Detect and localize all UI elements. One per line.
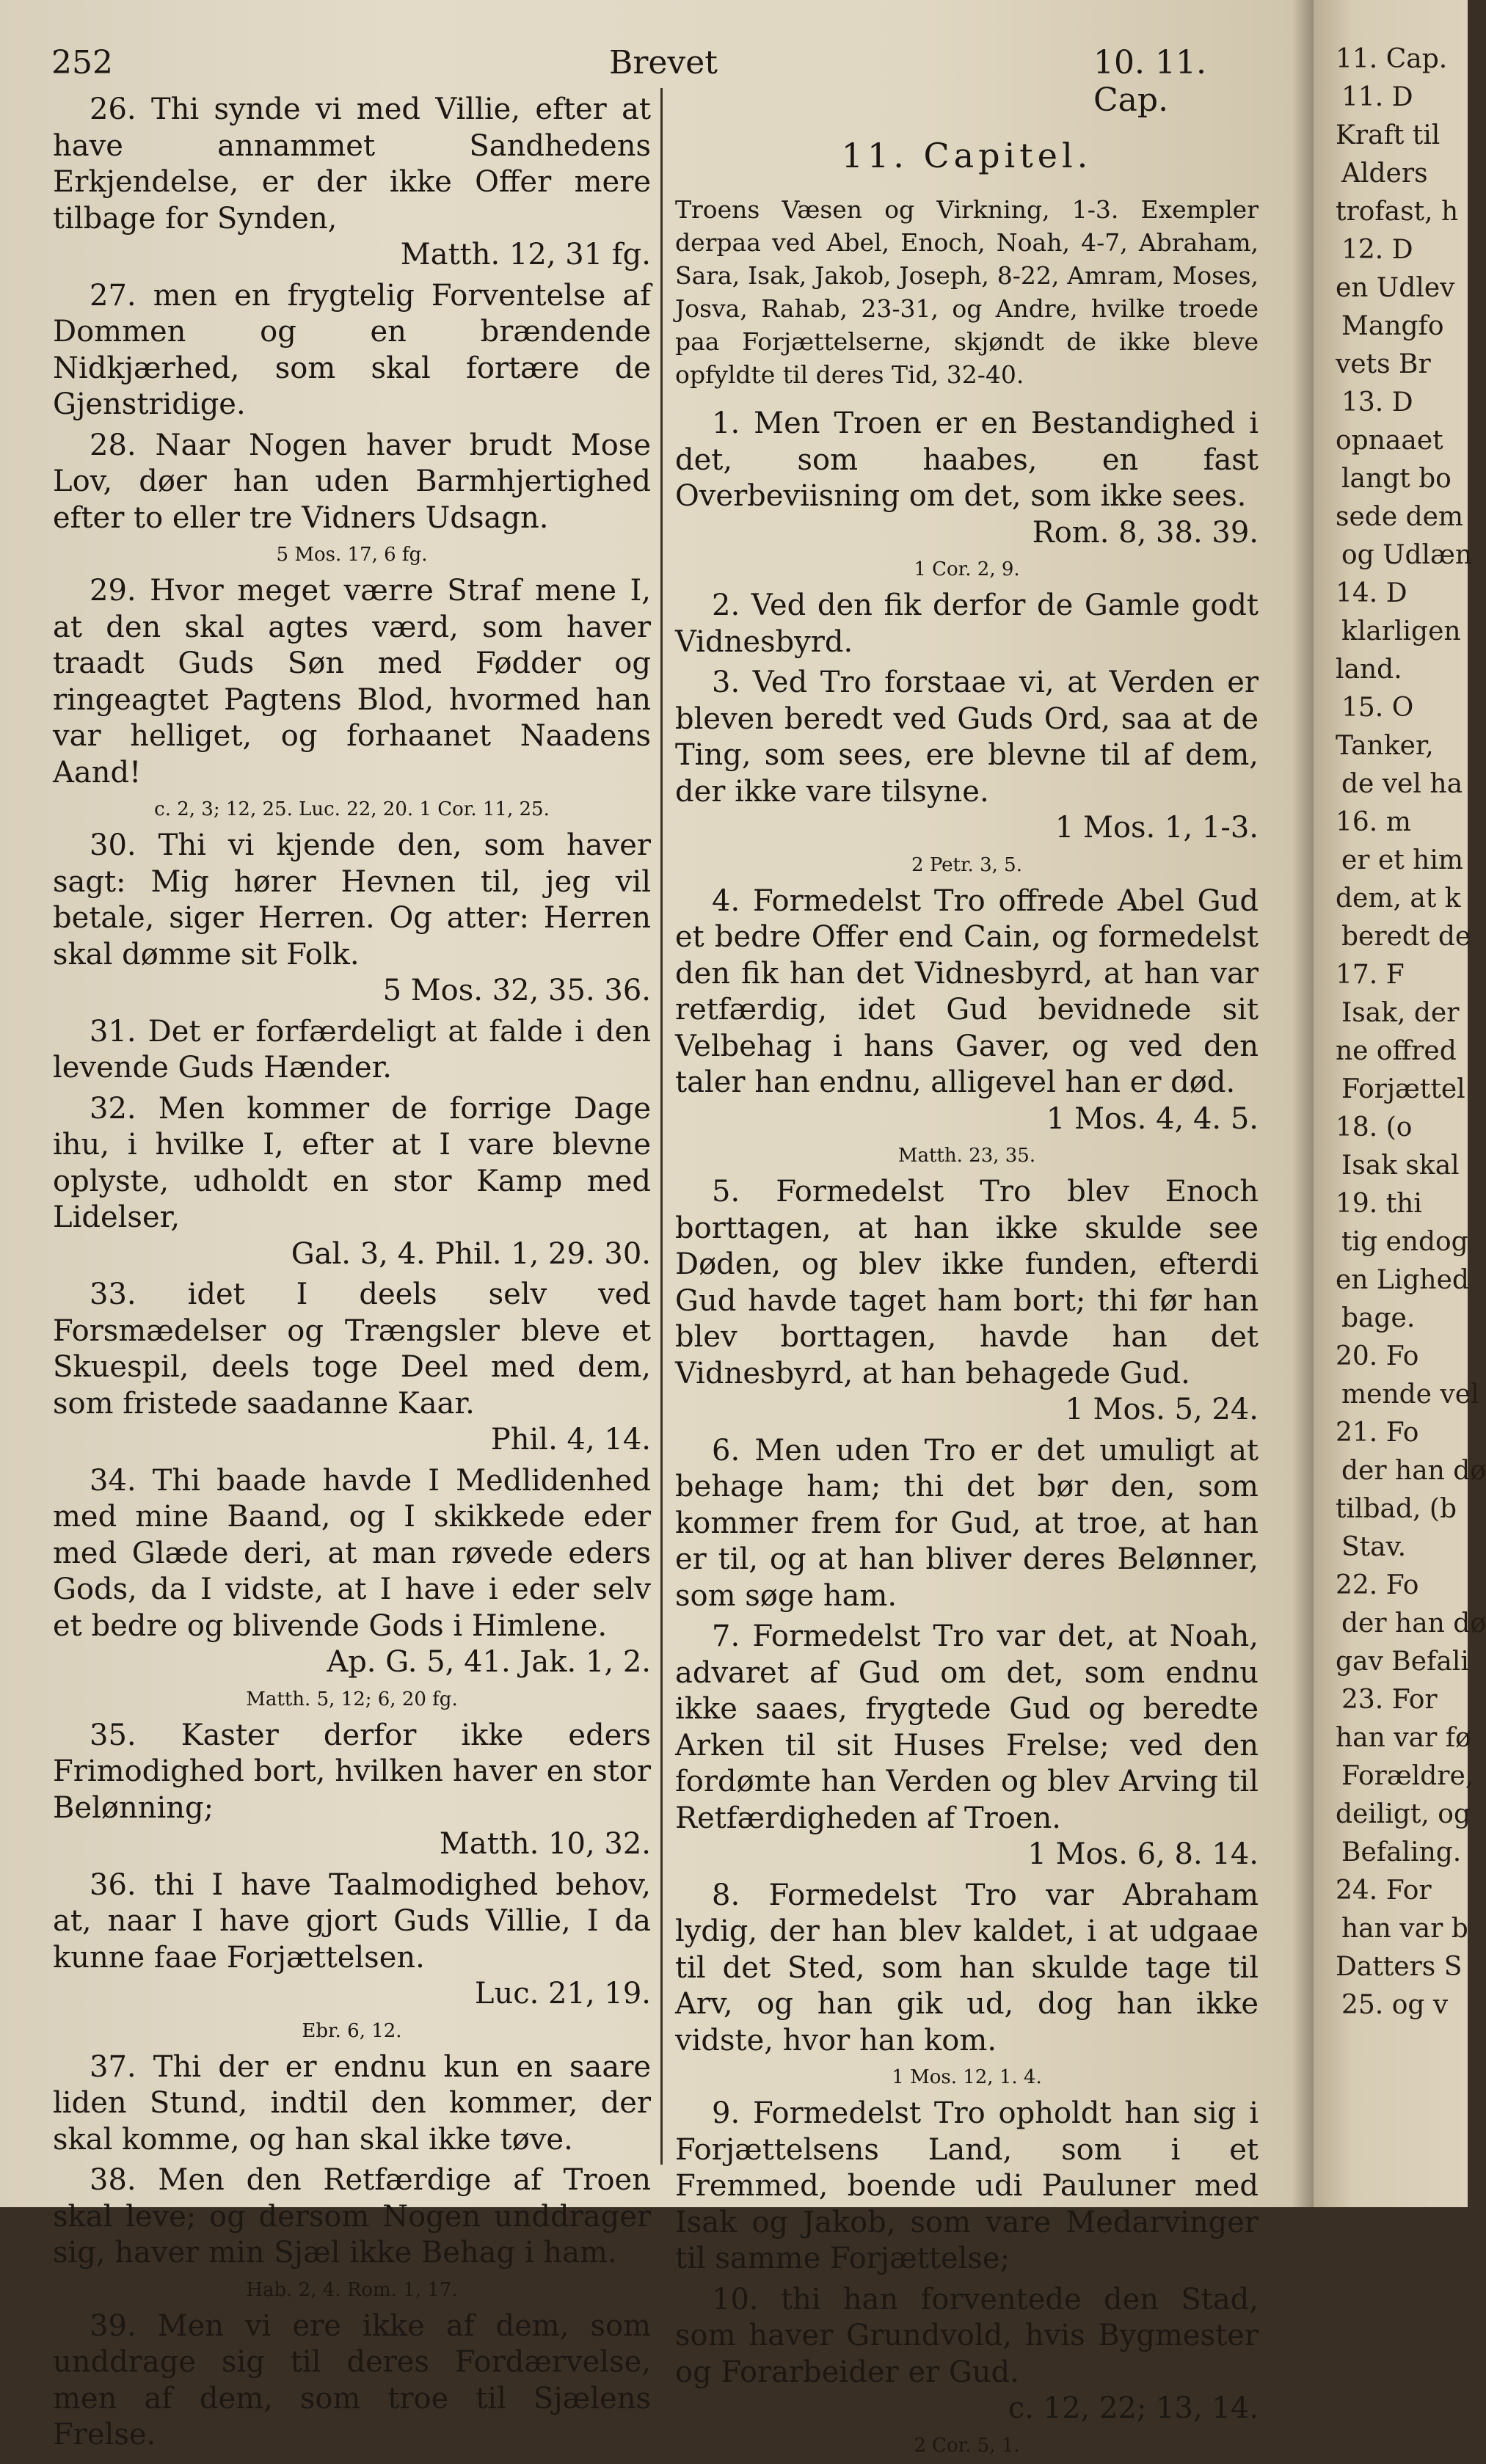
- verse-number: 9.: [712, 2096, 740, 2130]
- next-page-fragment: 18. (o: [1336, 1112, 1413, 1142]
- verse: [675, 588, 1259, 660]
- next-page-fragment: han var b: [1341, 1914, 1468, 1944]
- next-page-fragment: 12. D: [1341, 235, 1413, 265]
- cross-reference: Phil. 4, 14.: [490, 1423, 651, 1457]
- verse-number: 28.: [90, 428, 136, 462]
- verse: [53, 2049, 651, 2159]
- cross-reference: 1 Mos. 5, 24.: [1065, 1393, 1259, 1426]
- cross-reference: 5 Mos. 32, 35. 36.: [382, 974, 651, 1007]
- verse-text: Formedelst Tro var Abraham lydig, der han blev kaldet, i at udgaae til det Sted, som han skulde tage til Arv, og han gik ud, dog han ikke vidste, hvor han kom.: [675, 1878, 1259, 2057]
- next-page-fragment: opnaaet: [1336, 426, 1443, 456]
- next-page-fragment: 20. Fo: [1336, 1341, 1419, 1371]
- next-page-fragment: en Udlev: [1336, 273, 1455, 303]
- verse: [675, 1619, 1259, 1873]
- verse-text: Formedelst Tro offrede Abel Gud et bedre Offer end Cain, og formedelst den fik han det Vidnesbyrd, at han var retfærdig, idet Gud bevidnede sit Velbehag i hans Gaver, og ved den taler han endnu, alligevel han er død.: [675, 883, 1259, 1099]
- next-page-fragment: vets Br: [1336, 349, 1431, 379]
- verse: [675, 406, 1259, 551]
- verse-number: 3.: [712, 666, 740, 699]
- next-page-fragment: der han dø: [1341, 1608, 1486, 1639]
- footnote-reference: Hab. 2, 4. Rom. 1, 17.: [246, 2278, 458, 2301]
- verse: [53, 2162, 651, 2272]
- next-page-fragment: 25. og v: [1341, 1990, 1449, 2020]
- verse: [675, 665, 1259, 847]
- next-page-fragment: sede dem: [1336, 502, 1464, 532]
- verse-text: Thi synde vi med Villie, efter at have annammet Sandhedens Erkjendelse, er der ikke Offer mere tilbage for Synden,: [53, 92, 651, 236]
- verse-number: 31.: [90, 1014, 136, 1049]
- verse-text: Men uden Tro er det umuligt at behage ham; thi det bør den, som kommer frem for Gud, at troe, at han er til, og at han bliver deres Belønner, som søge ham.: [675, 1433, 1259, 1613]
- next-page-fragment: 15. O: [1341, 693, 1414, 723]
- next-page-fragment: beredt de: [1341, 922, 1471, 952]
- verse: [53, 92, 651, 274]
- verse-text: Thi baade havde I Medlidenhed med mine Baand, og I skikkede eder med Glæde deri, at man røvede eders Gods, da I vidste, at I have i eder selv et bedre og blivende Gods i Himlene.: [53, 1463, 651, 1643]
- next-page-fragment: Befaling.: [1341, 1837, 1462, 1867]
- verse-number: 27.: [90, 278, 136, 313]
- next-page-fragment: der han dø: [1341, 1456, 1486, 1486]
- verse-text: thi I have Taalmodighed behov, at, naar I have gjort Guds Villie, I da kunne faae Forjættelsen.: [53, 1867, 651, 1975]
- verse-number: 37.: [90, 2049, 136, 2084]
- verse-number: 6.: [712, 1433, 740, 1468]
- next-page-fragment: 16. m: [1336, 807, 1411, 837]
- verse: [675, 2096, 1259, 2278]
- footnote-reference: 1 Cor. 2, 9.: [914, 558, 1020, 580]
- verse-number: 5.: [712, 1175, 740, 1209]
- cross-reference: Ap. G. 5, 41. Jak. 1, 2.: [327, 1645, 651, 1679]
- verse: [53, 428, 651, 537]
- next-page-fragment: ne offred: [1336, 1036, 1457, 1066]
- next-page-fragment: 19. thi: [1336, 1189, 1422, 1219]
- verse: [53, 573, 651, 791]
- verse-number: 7.: [712, 1619, 740, 1653]
- next-page-fragment: en Lighed: [1336, 1265, 1469, 1295]
- next-page-fragment: land.: [1336, 655, 1402, 685]
- page-number: 252: [51, 44, 113, 81]
- verse-number: 39.: [90, 2308, 136, 2343]
- verse-text: Men kommer de forrige Dage ihu, i hvilke I, efter at I vare blevne oplyste, udholdt en stor Kamp med Lidelser,: [53, 1091, 651, 1234]
- next-page-fragment: trofast, h: [1336, 197, 1459, 227]
- next-page-fragment: klarligen: [1341, 616, 1461, 646]
- chapter-summary: Troens Væsen og Virkning, 1-3. Exempler derpaa ved Abel, Enoch, Noah, 4-7, Abraham, Sara, Isak, Jakob, Joseph, 8-22, Amram, Moses, Josva, Rahab, 23-31, og Andre, hvilke troede paa Forjættelserne, skjøndt de ikke bleve opfyldte til deres Tid, 32-40.: [675, 195, 1259, 389]
- verse: [53, 278, 651, 423]
- book-title: Brevet: [609, 44, 718, 81]
- next-page-fragment: gav Befali: [1336, 1647, 1469, 1677]
- footnote-reference: Ebr. 6, 12.: [302, 2019, 402, 2042]
- verse-number: 2.: [712, 588, 740, 622]
- verse-text: Naar Nogen haver brudt Mose Lov, døer han uden Barmhjertighed efter to eller tre Vidners Udsagn.: [53, 428, 652, 535]
- verse-text: thi han forventede den Stad, som haver Grundvold, hvis Bygmester og Forarbeider er Gud.: [675, 2282, 1259, 2389]
- verse-number: 30.: [90, 828, 136, 862]
- next-page-fragment: 11. D: [1341, 82, 1413, 112]
- column-rule: [660, 88, 663, 2165]
- verse-text: Ved Tro forstaae vi, at Verden er bleven beredt ved Guds Ord, saa at de Ting, som sees, ere blevne til af dem, der ikke vare tilsyne.: [675, 666, 1259, 809]
- next-page-fragment: Tanker,: [1336, 731, 1434, 761]
- verse-text: Det er forfærdeligt at falde i den levende Guds Hænder.: [53, 1014, 651, 1085]
- verse-text: Formedelst Tro var det, at Noah, advaret af Gud om det, som endnu ikke saaes, frygtede Gud og beredte Arken til sit Huses Frelse; ved den fordømte han Verden og blev Arving til Retfærdigheden af Troen.: [675, 1619, 1259, 1835]
- next-page-fragment: 23. For: [1341, 1685, 1438, 1715]
- verse-number: 33.: [90, 1277, 136, 1311]
- next-page-fragment: 17. F: [1336, 960, 1405, 990]
- verse-text: Thi der er endnu kun en saare liden Stund, indtil den kommer, der skal komme, og han skal ikke tøve.: [53, 2049, 651, 2157]
- chapter-title: 11. Capitel.: [841, 136, 1093, 175]
- verse: [53, 1463, 651, 1681]
- verse: [675, 1878, 1259, 2060]
- next-page-fragment: langt bo: [1341, 464, 1452, 494]
- next-page-fragment: Kraft til: [1336, 120, 1441, 150]
- verse-number: 4.: [712, 883, 740, 918]
- cross-reference: c. 12, 22; 13, 14.: [1008, 2391, 1259, 2425]
- verse-text: Hvor meget værre Straf mene I, at den skal agtes værd, som haver traadt Guds Søn med Fødder og ringeagtet Pagtens Blod, hvormed han var helliget, og forhaanet Naadens Aand!: [53, 574, 652, 790]
- right-column: [675, 92, 1259, 2464]
- verse: [675, 2282, 1259, 2427]
- next-page-fragment: bage.: [1341, 1303, 1416, 1333]
- next-page-fragment: de vel ha: [1341, 769, 1463, 799]
- next-page-edge: [1314, 0, 1486, 2207]
- verse-number: 38.: [90, 2163, 136, 2197]
- next-page-fragment: dem, at k: [1336, 883, 1461, 914]
- cross-reference: 1 Mos. 6, 8. 14.: [1027, 1837, 1259, 1871]
- next-page-fragment: tig endog: [1341, 1227, 1468, 1257]
- cross-reference: 1 Mos. 4, 4. 5.: [1046, 1101, 1259, 1136]
- next-page-fragment: er et him: [1341, 845, 1464, 875]
- cross-reference: Rom. 8, 38. 39.: [1032, 515, 1259, 550]
- verse-number: 29.: [90, 574, 136, 608]
- next-page-fragment: 24. For: [1336, 1876, 1432, 1906]
- verse-text: idet I deels selv ved Forsmædelser og Trængsler bleve et Skuespil, deels toge Deel med dem, som fristede saadanne Kaar.: [53, 1277, 651, 1421]
- next-page-fragment: Alders: [1341, 158, 1428, 189]
- verse-text: Kaster derfor ikke eders Frimodighed bort, hvilken haver en stor Belønning;: [53, 1718, 651, 1825]
- verse-number: 34.: [90, 1463, 136, 1498]
- next-page-fragment: 11. Cap.: [1336, 44, 1448, 74]
- next-page-fragment: tilbad, (b: [1336, 1494, 1457, 1524]
- next-page-fragment: og Udlæn: [1341, 540, 1473, 570]
- footnote-reference: 1 Mos. 12, 1. 4.: [892, 2066, 1042, 2088]
- footnote-reference: 5 Mos. 17, 6 fg.: [276, 544, 428, 566]
- footnote-reference: 2 Petr. 3, 5.: [911, 853, 1022, 876]
- verse: [53, 1014, 651, 1087]
- next-page-fragment: Mangfo: [1341, 311, 1444, 341]
- cross-reference: Matth. 10, 32.: [439, 1827, 651, 1861]
- next-page-fragment: Forjættel: [1341, 1074, 1465, 1104]
- cross-reference: Matth. 12, 31 fg.: [400, 238, 651, 271]
- verse-text: Men vi ere ikke af dem, som unddrage sig til deres Fordærvelse, men af dem, som troe til Sjælens Frelse.: [53, 2308, 651, 2452]
- next-page-fragment: 13. D: [1341, 387, 1413, 418]
- verse-number: 36.: [90, 1867, 136, 1902]
- next-page-fragment: 21. Fo: [1336, 1418, 1419, 1448]
- verse-number: 26.: [90, 92, 136, 126]
- verse-number: 8.: [712, 1878, 740, 1912]
- verse-number: 32.: [90, 1091, 136, 1126]
- next-page-fragment: Isak, der: [1341, 998, 1460, 1028]
- verse: [675, 883, 1259, 1138]
- next-page-fragment: mende vel: [1341, 1379, 1479, 1410]
- verse-text: Men den Retfærdige af Troen skal leve; og dersom Nogen unddrager sig, haver min Sjæl ikke Behag i ham.: [53, 2163, 651, 2270]
- footnote-reference: Matth. 23, 35.: [897, 1145, 1036, 1167]
- verse: [53, 1867, 651, 2013]
- next-page-fragment: 22. Fo: [1336, 1570, 1419, 1600]
- next-page-fragment: deiligt, og: [1336, 1799, 1471, 1829]
- verse-text: Thi vi kjende den, som haver sagt: Mig hører Hevnen til, jeg vil betale, siger Herren. Og atter: Herren skal dømme sit Folk.: [53, 828, 652, 972]
- verse: [53, 2308, 651, 2454]
- footnote-reference: Matth. 5, 12; 6, 20 fg.: [246, 1688, 458, 1710]
- next-page-fragment: Stav.: [1341, 1532, 1407, 1562]
- verse-number: 10.: [712, 2282, 759, 2317]
- verse: [675, 1174, 1259, 1429]
- verse: [53, 1091, 651, 1273]
- footnote-reference: 2 Cor. 5, 1.: [914, 2434, 1020, 2457]
- cross-reference: Luc. 21, 19.: [474, 1977, 651, 2011]
- left-column: [53, 92, 651, 2458]
- verse-number: 35.: [90, 1718, 136, 1752]
- right-verses: [675, 406, 1259, 2460]
- verse: [53, 828, 651, 1010]
- chapter-range: 10. 11. Cap.: [1093, 44, 1206, 119]
- next-page-fragment: Forældre,: [1341, 1761, 1474, 1791]
- verse-text: Formedelst Tro blev Enoch borttagen, at han ikke skulde see Døden, og blev ikke funden, efterdi Gud havde taget ham bort; thi før han blev borttagen, havde han det Vidnesbyrd, at han behagede Gud.: [675, 1175, 1259, 1390]
- next-page-fragment: Isak skal: [1341, 1151, 1460, 1181]
- footnote-reference: c. 2, 3; 12, 25. Luc. 22, 20. 1 Cor. 11, 25.: [154, 798, 550, 820]
- verse: [675, 1433, 1259, 1615]
- cross-reference: Gal. 3, 4. Phil. 1, 29. 30.: [291, 1236, 651, 1271]
- verse-text: Formedelst Tro opholdt han sig i Forjættelsens Land, som i et Fremmed, boende udi Pauluner med Isak og Jakob, som vare Medarvinger til samme Forjættelse;: [675, 2096, 1259, 2275]
- cross-reference: 1 Mos. 1, 1-3.: [1055, 811, 1259, 845]
- verse-text: Men Troen er en Bestandighed i det, som haabes, en fast Overbeviisning om det, som ikke sees.: [675, 407, 1259, 513]
- next-page-fragment: Datters S: [1336, 1952, 1463, 1982]
- verse-text: Ved den fik derfor de Gamle godt Vidnesbyrd.: [675, 588, 1259, 659]
- verse: [53, 1718, 651, 1863]
- next-page-fragment: han var fø: [1336, 1723, 1471, 1753]
- verse: [53, 1277, 651, 1459]
- verse-number: 1.: [712, 407, 740, 440]
- verse-text: men en frygtelig Forventelse af Dommen og en brændende Nidkjærhed, som skal fortære de Gjenstridige.: [53, 278, 651, 421]
- next-page-fragment: 14. D: [1336, 578, 1407, 608]
